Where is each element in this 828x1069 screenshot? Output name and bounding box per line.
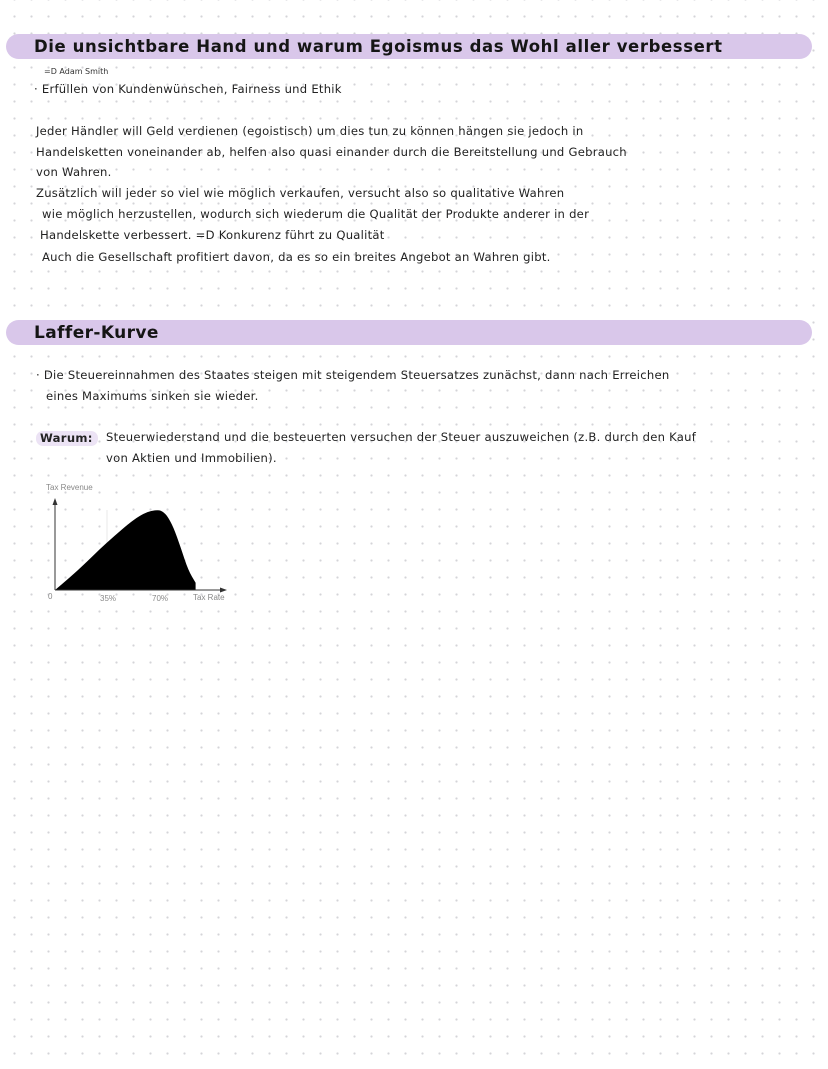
warum-text-line-1: Steuerwiederstand und die besteuerten versuchen der Steuer auszuweichen (z.B. durch den Kauf xyxy=(106,430,697,444)
x-axis-arrow-icon xyxy=(220,588,227,593)
author-note: =D Adam Smith xyxy=(44,67,109,76)
origin-label: 0 xyxy=(48,592,53,601)
paragraph-line-5: wie möglich herzustellen, wodurch sich wiederum die Qualität der Produkte anderer in der xyxy=(42,207,590,221)
y-axis-arrow-icon xyxy=(53,498,58,505)
section-title-laffer-curve: Laffer-Kurve xyxy=(34,323,159,343)
x-axis-label: Tax Rate xyxy=(193,593,225,602)
warum-label: Warum: xyxy=(40,431,93,445)
paragraph-line-7: Auch die Gesellschaft profitiert davon, da es so ein breites Angebot an Wahren gibt. xyxy=(42,250,551,264)
bullet-customer-wishes: · Erfüllen von Kundenwünschen, Fairness und Ethik xyxy=(34,82,342,96)
laffer-curve-chart xyxy=(38,480,238,606)
laffer-curve-area xyxy=(55,510,196,590)
paragraph-line-4: Zusätzlich will jeder so viel wie möglich verkaufen, versucht also so qualitative Wahren xyxy=(36,186,565,200)
y-axis-label: Tax Revenue xyxy=(46,483,93,492)
x-tick-label-35: 35% xyxy=(100,594,117,603)
paragraph-line-6: Handelskette verbessert. =D Konkurenz führt zu Qualität xyxy=(40,228,385,242)
bullet-tax-revenue-line-2: eines Maximums sinken sie wieder. xyxy=(46,389,259,403)
paragraph-line-2: Handelsketten voneinander ab, helfen also quasi einander durch die Bereitstellung und Gebrauch xyxy=(36,145,627,159)
paragraph-line-1: Jeder Händler will Geld verdienen (egoistisch) um dies tun zu können hängen sie jedoch in xyxy=(36,124,584,138)
x-tick-label-70: 70% xyxy=(152,594,169,603)
paragraph-line-3: von Wahren. xyxy=(36,165,112,179)
warum-text-line-2: von Aktien und Immobilien). xyxy=(106,451,277,465)
section-title-invisible-hand: Die unsichtbare Hand und warum Egoismus das Wohl aller verbessert xyxy=(34,37,723,56)
bullet-tax-revenue-line-1: · Die Steuereinnahmen des Staates steigen mit steigendem Steuersatzes zunächst, dann nach Erreichen xyxy=(36,368,670,382)
